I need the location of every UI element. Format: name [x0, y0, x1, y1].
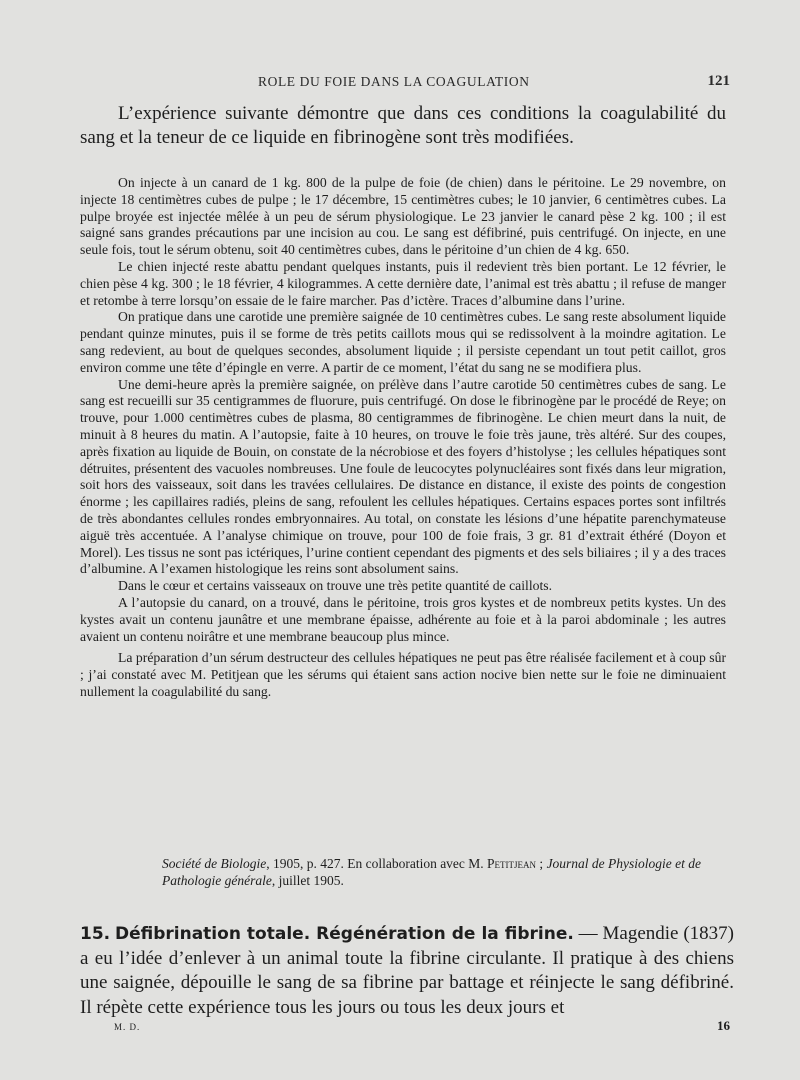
reference-journal: Journal de Physiologie et de Pathologie générale [162, 856, 702, 888]
reference-citation: , juillet 1905. [271, 873, 344, 888]
experiment-paragraph: On pratique dans une carotide une première saignée de 10 centimètres cubes. Le sang reste absolument liquide pendant quinze minutes, puis il se forme de très petits caillots mous qui se redissolvent à la moindre agitation. Le sang redevient, au bout de quelques secondes, absolument liquide ; il persiste cependant un tout petit caillot, gros environ comme une tête d’épingle en verre. A partir de ce moment, l’état du sang ne se modifiera plus. [80, 309, 726, 375]
section-number: 15. [80, 924, 111, 944]
running-title: ROLE DU FOIE DANS LA COAGULATION [258, 74, 530, 89]
section-paragraph [80, 922, 734, 1020]
page-number: 121 [707, 73, 730, 89]
experiment-paragraph: Dans le cœur et certains vaisseaux on trouve une très petite quantité de caillots. [118, 578, 553, 594]
experiment-paragraph: Une demi-heure après la première saignée, on prélève dans l’autre carotide 50 centimètres cubes de sang. Le sang est recueilli sur 35 centigrammes de fluorure, puis centrifugé. On dose le fibrinogène par le procédé de Reye; on trouve, pour 1.000 centimètres cubes de plasma, 80 centigrammes de fibrinogène. Le chien meurt dans la nuit, de minuit à 8 heures du matin. A l’autopsie, faite à 10 heures, on trouve le foie très jaune, très altéré. Sur des coupes, après fixation au liquide de Bouin, on constate de la nécrobiose et des foyers d’histolyse ; les cellules hépatiques sont détruites, présentent des vacuoles nombreuses. Une foule de leucocytes polynucléaires sont fixés dans leur migration, soit hors des vaisseaux, soit dans les travées cellulaires. De distance en distance, il existe des points de congestion énorme ; les capillaires radiés, pleins de sang, refoulent les cellules hépatiques. Certains espaces portes sont infiltrés de très abondantes cellules rondes embryonnaires. Au total, on constate les lésions d’une hépatite parenchymateuse aiguë très accentuée. A l’analyse chimique on trouve, pour 100 de foie frais, 3 gr. 81 d’extrait éthéré (Doyon et Morel). Les tissus ne sont pas ictériques, l’urine contient cependant des pigments et des sels biliaires ; il y a des traces d’albumine. A l’examen histologique les reins sont absolument sains. [80, 376, 726, 577]
sheet-number: 16 [717, 1018, 730, 1033]
reference-citation: , 1905, p. 427. En collaboration avec M. [266, 856, 488, 871]
page-footer [82, 1018, 730, 1038]
section-text: — Magendie (1837) a eu l’idée d’enlever à un animal toute la fibrine circulante. Il pratique à des chiens une saignée, dépouille le sang de sa fibrine par battage et réinjecte le sang défibriné. Il répète cette expérience tous les jours ou tous les deux jours et [80, 923, 734, 1018]
reference-journal: Société de Biologie [162, 856, 267, 871]
reference-collaborator: Petitjean [487, 856, 537, 871]
signature-mark: M. D. [114, 1022, 141, 1032]
section-title: Défibrination totale. Régénération de la fibrine. [114, 924, 574, 944]
experiment-text [80, 175, 726, 701]
experiment-paragraph: La préparation d’un sérum destructeur des cellules hépatiques ne peut pas être réalisée facilement et à coup sûr ; j’ai constaté avec M. Petitjean que les sérums qui étaient sans action nocive bien nette sur le foie ne diminuaient nullement la coagulabilité du sang. [80, 650, 726, 699]
bibliographic-reference [162, 855, 728, 889]
experiment-paragraph: A l’autopsie du canard, on a trouvé, dans le péritoine, trois gros kystes et de nombreux petits kystes. Un des kystes avait un contenu jaunâtre et une membrane épaisse, adhérente au foie et à la paroi abdominale ; les autres avaient un contenu noirâtre et une membrane beaucoup plus mince. [80, 594, 726, 644]
running-head [80, 74, 730, 94]
experiment-paragraph: Le chien injecté reste abattu pendant quelques instants, puis il redevient très bien portant. Le 12 février, le chien pèse 4 kg. 300 ; le 18 février, 4 kilogrammes. A cette dernière date, l’animal est très abattu ; il refuse de manger et retombe à terre lorsqu’on essaie de le faire marcher. Pas d’ictère. Traces d’albumine dans l’urine. [80, 258, 726, 308]
experiment-paragraph: On injecte à un canard de 1 kg. 800 de la pulpe de foie (de chien) dans le péritoine. Le 29 novembre, on injecte 18 centimètres cubes de pulpe ; le 17 décembre, 15 centimètres cubes; le 10 janvier, 6 centimètres cubes. La pulpe broyée est injectée mêlée à un peu de sérum physiologique. Le 23 janvier le canard pèse 2 kg. 100 ; il est saigné sans grandes précautions par une incision au cou. Le sang est défibriné, puis centrifugé. On injecte, en une seule fois, tout le sérum obtenu, soit 40 centimètres cubes, dans le péritoine d’un chien de 4 kg. 650. [80, 175, 726, 258]
intro-paragraph: L’expérience suivante démontre que dans ces conditions la coagulabilité du sang et la teneur de ce liquide en fibrinogène sont très modifiées. [80, 103, 726, 148]
reference-separator: ; [536, 856, 547, 871]
